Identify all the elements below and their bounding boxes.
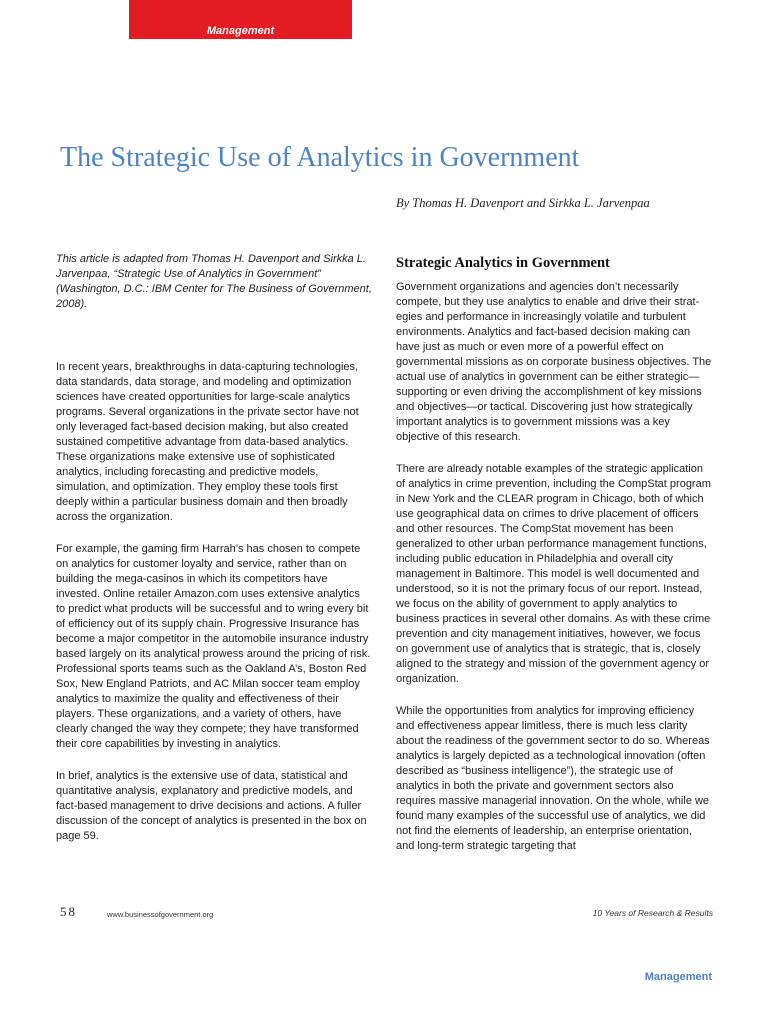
article-title: The Strategic Use of Analytics in Government xyxy=(60,142,580,173)
body-paragraph: Government organizations and agencies don’t necessarily compete, but they use analytics to enable and drive their strategies and performance in increasingly volatile and turbulent environments. Analytics and fact-based decision making can have just as much or even more of a powerful effect on governmental missions as on corporate business objectives. The actual use of analytics in government can be either strategic—supporting or even driving the accomplishment of key missions and objectives—or tactical. Discovering just how strategically important analytics is to government missions was a key objective of this research. xyxy=(396,281,712,443)
section-label: Management xyxy=(644,971,712,983)
section-tab xyxy=(129,0,352,39)
body-paragraph: In brief, analytics is the extensive use of data, statistical and quantitative analysis, explanatory and predictive models, and fact-based management to drive decisions and actions. A fuller discussion of the concept of analytics is presented in the box on page 59. xyxy=(56,770,367,842)
section-tab-label: Management xyxy=(206,25,275,37)
page-number: 58 xyxy=(60,904,77,919)
right-column xyxy=(396,254,712,854)
article-byline: By Thomas H. Davenport and Sirkka L. Jarvenpaa xyxy=(396,196,650,210)
body-paragraph: For example, the gaming firm Harrah’s has chosen to compete on analytics for customer loyalty and service, rather than on building the mega-casinos in which its competitors have invested. Online retailer Amazon.com uses extensive analytics to predict what products will be successful and to wring every bit of efficiency out of its supply chain. Progressive Insurance has become a major competitor in the automobile insurance industry based largely on its analytical prowess around the pricing of risk. Professional sports teams such as the Oakland A’s, Boston Red Sox, New England Patriots, and AC Milan soccer team employ analytics to maximize the quality and effectiveness of their players. These organizations, and a variety of others, have clearly changed the way they compete; they have transformed their core capabilities by investing in analytics. xyxy=(56,543,371,750)
section-heading: Strategic Analytics in Government xyxy=(396,255,610,271)
body-paragraph: While the opportunities from analytics for improving efficiency and effectiveness appear limitless, there is much less clarity about the readiness of the government sector to do so. Whereas analytics is largely depicted as a technological innovation (often described as “business intelligence”), the strategic use of analytics in both the private and government sectors also requires massive managerial innovation. On the whole, while we found many examples of the successful use of analytics, we did not find the elements of leadership, an enterprise orientation, and long-term strategic targeting that xyxy=(396,705,710,852)
left-column xyxy=(56,252,372,844)
website-link[interactable]: www.businessofgovernment.org xyxy=(107,910,214,919)
publication-title: 10 Years of Research & Results xyxy=(592,908,713,918)
body-paragraph: In recent years, breakthroughs in data-capturing technologies, data standards, data storage, and modeling and optimization sciences have created opportunities for large-scale analytics programs. Several organizations in the private sector have not only leveraged fact-based decision making, but also created sustained competitive advantage from data-based analytics. These organizations make extensive use of sophisticated analytics, including forecasting and predictive models, simulation, and optimization. They employ these tools first deeply within a particular business domain and then broadly across the organization. xyxy=(56,361,359,523)
adaptation-note: This article is adapted from Thomas H. Davenport and Sirkka L. Jarvenpaa, “Strategic Use of Analytics in Government” (Washington, D.C.: IBM Center for The Business of Government, 2008). xyxy=(56,253,372,310)
body-paragraph: There are already notable examples of the strategic application of analytics in crime prevention, including the CompStat program in New York and the CLEAR program in Chicago, both of which use geographical data on crimes to drive placement of officers and other resources. The CompStat movement has been generalized to other urban performance management functions, including public education in Philadelphia and overall city management in Baltimore. This model is well documented and understood, so it is not the primary focus of our report. Instead, we focus on the ability of government to apply analytics to business practices in several other domains. As with these crime prevention and city management initiatives, however, we focus on government use of analytics that is strategic, that is, closely aligned to the strategy and mission of the government agency or organization. xyxy=(396,463,711,685)
